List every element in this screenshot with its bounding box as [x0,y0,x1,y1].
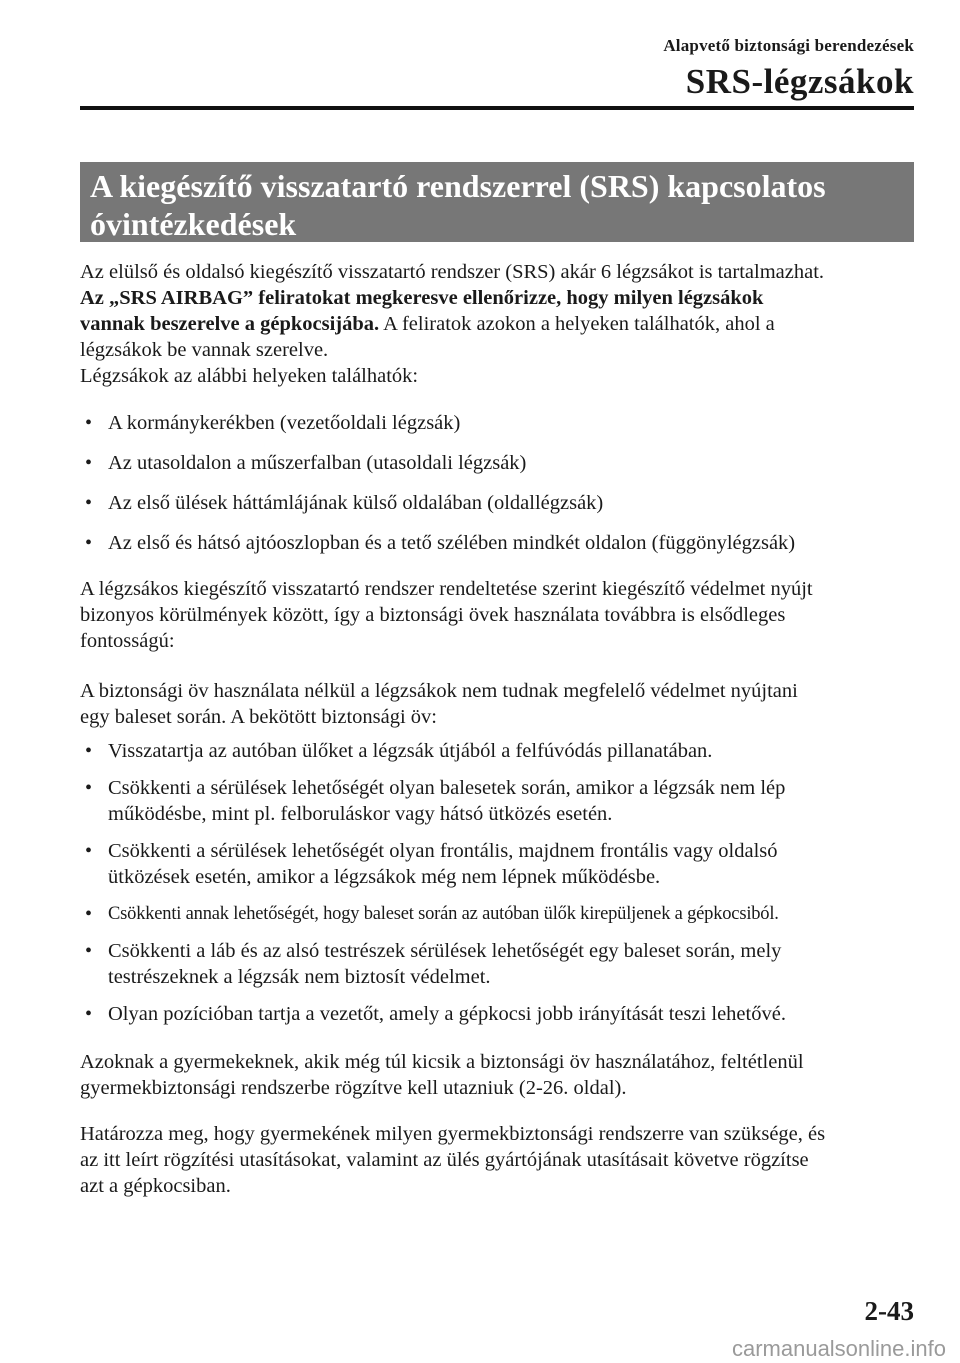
intro-bold-line-1: Az „SRS AIRBAG” feliratokat megkeresve ellenőrizze, hogy milyen légzsákok [80,287,764,309]
list-item: • Az első ülések háttámlájának külső oldalában (oldallégzsák) [85,492,604,514]
bullet-icon: • [85,412,93,434]
bullet-icon: • [85,740,93,762]
paragraph-belt: A biztonsági öv használata nélkül a légzsákok nem tudnak megfelelő védelmet nyújtani egy baleset során. A bekötött biztonsági öv: [80,680,798,728]
body-content [80,259,914,1199]
list-item: • Olyan pozícióban tartja a vezetőt, amely a gépkocsi jobb irányítását teszi lehetővé. [85,1003,786,1025]
list-item: • Csökkenti a láb és az alsó testrészek sérülések lehetőségét egy baleset során, mely testrészeknek a légzsák nem biztosít védelmet. [85,940,782,988]
section-banner [80,162,914,242]
intro-bold-line-2: vannak beszerelve a gépkocsijába. [80,313,380,335]
list-item: • Csökkenti annak lehetőségét, hogy baleset során az autóban ülők kirepüljenek a gépkocsiból. [85,903,779,925]
page-number: 2-43 [864,1296,914,1326]
bullet-icon: • [85,903,92,925]
paragraph-child-restraint: Határozza meg, hogy gyermekének milyen gyermekbiztonsági rendszerre van szüksége, és az itt leírt rögzítési utasításokat, valamint az ülés gyártójának utasításait követve rögzítse azt a gépkocsiban. [80,1123,826,1197]
intro-line-2-rest: A feliratok azokon a helyeken találhatók, ahol a [379,313,775,335]
list-item: • Az első és hátsó ajtóoszlopban és a tető szélében mindkét oldalon (függönylégzsák) [85,532,796,554]
intro-line-4: Légzsákok az alábbi helyeken találhatók: [80,365,419,387]
bullet-icon: • [85,840,93,862]
list-item: • Visszatartja az autóban ülőket a légzsák útjából a felfúvódás pillanatában. [85,740,713,762]
belt-benefits-list [80,738,914,1027]
chapter-title: SRS-légzsákok [685,62,914,101]
intro-line-1: Az elülső és oldalsó kiegészítő visszatartó rendszer (SRS) akár 6 légzsákot is tartalmazhat. [80,261,825,283]
list-item: • A kormánykerékben (vezetőoldali légzsák) [85,412,461,434]
list-item: • Csökkenti a sérülések lehetőségét olyan balesetek során, amikor a légzsák nem lép működésbe, mint pl. felboruláskor vagy hátsó ütközés esetén. [85,777,786,825]
bullet-icon: • [85,492,93,514]
section-title: Alapvető biztonsági berendezések [663,36,914,55]
list-item: • Az utasoldalon a műszerfalban (utasoldali légzsák) [85,452,527,474]
banner-line-2: óvintézkedések [90,206,297,242]
intro-paragraph [80,259,914,389]
bullet-icon: • [85,1003,93,1025]
page-header [663,36,914,102]
airbag-locations-list [80,410,914,556]
list-item: • Csökkenti a sérülések lehetőségét olyan frontális, majdnem frontális vagy oldalsó ütközések esetén, amikor a légzsákok még nem lépnek működésbe. [85,840,778,888]
banner-line-1: A kiegészítő visszatartó rendszerrel (SRS) kapcsolatos [90,168,826,204]
bullet-icon: • [85,777,93,799]
intro-line-3: légzsákok be vannak szerelve. [80,339,329,361]
bullet-icon: • [85,940,93,962]
paragraph-purpose: A légzsákos kiegészítő visszatartó rendszer rendeltetése szerint kiegészítő védelmet nyújt bizonyos körülmények között, így a biztonsági övek használata továbbra is elsődleges fontosságú: [80,578,813,652]
header-rule [80,106,914,110]
bullet-icon: • [85,532,93,554]
paragraph-children: Azoknak a gyermekeknek, akik még túl kicsik a biztonsági öv használatához, feltétlenül gyermekbiztonsági rendszerbe rögzítve kell utazniuk (2-26. oldal). [80,1051,804,1099]
bullet-icon: • [85,452,93,474]
watermark: carmanualsonline.info [731,1336,946,1361]
